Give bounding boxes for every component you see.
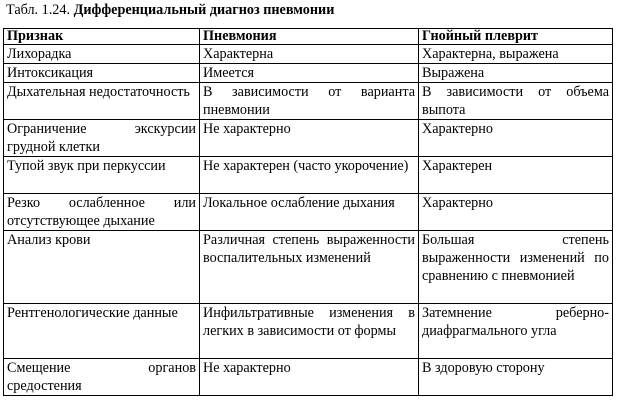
table-row <box>4 83 613 120</box>
cell-sign: Ограничение экскурсии грудной клетки <box>4 120 200 157</box>
table-row <box>4 231 613 304</box>
header-pneumonia: Пневмония <box>200 29 419 45</box>
cell-sign: Дыхательная недостаточность <box>4 83 200 120</box>
cell-pleurisy: Большая степень выраженности изменений по сравнению с пневмонией <box>419 231 613 304</box>
cell-pleurisy: Характерна, выражена <box>419 45 613 64</box>
cell-sign: Интоксикация <box>4 64 200 83</box>
table-row <box>4 45 613 64</box>
caption-prefix: Табл. 1.24. <box>6 2 74 18</box>
cell-sign: Смещение органов средостения <box>4 359 200 396</box>
cell-pleurisy: Характерно <box>419 194 613 231</box>
cell-pleurisy: Выражена <box>419 64 613 83</box>
cell-sign: Анализ крови <box>4 231 200 304</box>
cell-sign: Резко ослабленное или отсутствующее дыхание <box>4 194 200 231</box>
table-row <box>4 157 613 194</box>
cell-pleurisy: Характерен <box>419 157 613 194</box>
cell-sign: Тупой звук при перкуссии <box>4 157 200 194</box>
cell-sign: Рентгенологические данные <box>4 304 200 359</box>
header-pleurisy: Гнойный плеврит <box>419 29 613 45</box>
table-row <box>4 64 613 83</box>
header-sign: Признак <box>4 29 200 45</box>
cell-pneumonia: Локальное ослабление дыхания <box>200 194 419 231</box>
table-caption <box>6 2 334 18</box>
table-row <box>4 304 613 359</box>
cell-pleurisy: В здоровую сторону <box>419 359 613 396</box>
differential-diagnosis-table <box>3 28 613 396</box>
cell-pneumonia: В зависимости от варианта пневмонии <box>200 83 419 120</box>
cell-pneumonia: Не характерен (часто укорочение) <box>200 157 419 194</box>
table-row <box>4 359 613 396</box>
header-row <box>4 29 613 45</box>
cell-pleurisy: Характерно <box>419 120 613 157</box>
table-row <box>4 120 613 157</box>
cell-pneumonia: Имеется <box>200 64 419 83</box>
cell-pneumonia: Не характерно <box>200 120 419 157</box>
cell-pleurisy: В зависимости от объема выпота <box>419 83 613 120</box>
cell-pneumonia: Характерна <box>200 45 419 64</box>
cell-pneumonia: Инфильтративные изменения в легких в зависимости от формы <box>200 304 419 359</box>
cell-pneumonia: Различная степень выраженности воспалительных изменений <box>200 231 419 304</box>
cell-pleurisy: Затемнение реберно-диафрагмального угла <box>419 304 613 359</box>
table-row <box>4 194 613 231</box>
cell-sign: Лихорадка <box>4 45 200 64</box>
caption-title: Дифференциальный диагноз пневмонии <box>73 2 335 18</box>
cell-pneumonia: Не характерно <box>200 359 419 396</box>
